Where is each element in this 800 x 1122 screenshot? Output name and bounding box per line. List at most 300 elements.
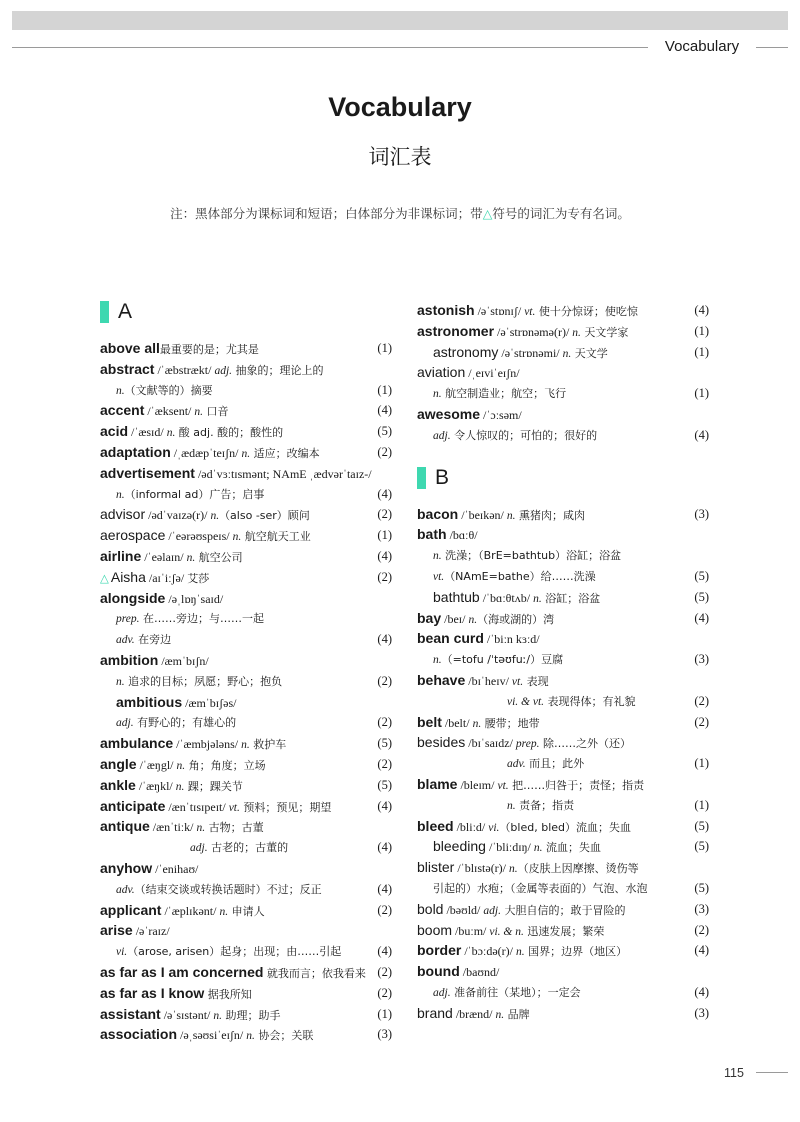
entry-list-b xyxy=(417,504,709,1024)
part-of-speech: n. xyxy=(116,384,125,397)
headword: besides xyxy=(417,734,466,751)
phonetic: /belt/ xyxy=(441,715,473,730)
section-marker-bar xyxy=(417,467,426,489)
phonetic: /æmˈbɪʃəs/ xyxy=(182,695,237,710)
headword: anyhow xyxy=(100,859,153,876)
headword: aviation xyxy=(417,364,466,381)
entry-line xyxy=(100,1004,392,1025)
definition: 责备；指责 xyxy=(515,798,575,812)
phonetic: /əˈstrɒnəmi/ xyxy=(498,345,563,360)
headword: ambulance xyxy=(100,735,174,752)
part-of-speech: n. xyxy=(175,780,185,793)
phonetic: /əˌlɒŋˈsaɪd/ xyxy=(165,591,224,606)
headword: as far as I am concerned xyxy=(100,963,264,980)
entry-line xyxy=(100,816,392,837)
right-column xyxy=(417,300,709,1024)
entry-line xyxy=(100,858,392,879)
unit-number: (1) xyxy=(694,797,709,812)
unit-number: (2) xyxy=(377,569,392,584)
definition: 追求的目标；夙愿；野心；抱负 xyxy=(124,674,283,688)
phonetic: /əˈsɪstənt/ xyxy=(160,1007,214,1022)
unit-number: (5) xyxy=(377,777,392,792)
entry-line xyxy=(100,712,392,733)
entry-line xyxy=(100,546,392,567)
headword: bound xyxy=(417,963,460,980)
part-of-speech: n. xyxy=(166,427,176,440)
part-of-speech: n. xyxy=(241,447,251,460)
phonetic: /ədˈvaɪzə(r)/ xyxy=(145,508,211,523)
entry-line xyxy=(100,525,392,546)
headword: bean curd xyxy=(417,630,484,647)
part-of-speech: n. xyxy=(116,488,125,501)
phonetic: /ˈæsɪd/ xyxy=(128,425,167,440)
entry-line xyxy=(100,837,392,858)
headword: bacon xyxy=(417,505,459,522)
unit-number: (4) xyxy=(694,943,709,958)
entry-line xyxy=(417,899,709,920)
definition: 有野心的；有雄心的 xyxy=(133,716,237,730)
part-of-speech: vi. xyxy=(488,821,500,834)
entry-line xyxy=(100,484,392,505)
entry-line xyxy=(100,754,392,775)
headword: astronomy xyxy=(433,343,499,360)
entry-line xyxy=(417,300,709,321)
headword: Aisha xyxy=(110,568,146,585)
entry-line xyxy=(417,732,709,753)
part-of-speech: n. xyxy=(468,613,478,626)
part-of-speech: n. xyxy=(533,592,542,605)
phonetic: /ˈɔːsəm/ xyxy=(480,407,522,422)
definition: 天文学 xyxy=(571,346,608,360)
phonetic: /əˈraɪz/ xyxy=(132,924,170,939)
phonetic: /ədˈvɜːtɪsmənt; NAmE ˌædvərˈtaɪz-/ xyxy=(194,466,372,481)
definition: （NAmE=bathe）给……洗澡 xyxy=(444,569,596,583)
definition: 航空制造业；航空；飞行 xyxy=(441,387,567,401)
entry-line xyxy=(100,671,392,692)
headword: abstract xyxy=(100,360,155,377)
unit-number: (4) xyxy=(377,840,392,855)
entry-line xyxy=(417,504,709,525)
left-column xyxy=(100,300,392,1045)
phonetic: /beɪ/ xyxy=(441,611,469,626)
definition: 踝；踝关节 xyxy=(184,779,243,793)
unit-number: (2) xyxy=(377,673,392,688)
definition: 洗澡；（BrE=bathtub）浴缸；浴盆 xyxy=(441,549,622,563)
entry-line xyxy=(417,342,709,363)
entry-line xyxy=(100,608,392,629)
unit-number: (2) xyxy=(377,715,392,730)
section-letter: B xyxy=(435,465,450,489)
phonetic: /baʊnd/ xyxy=(459,965,500,980)
headword: adaptation xyxy=(100,443,171,460)
part-of-speech: adj. xyxy=(116,717,134,730)
part-of-speech: prep. xyxy=(515,738,540,751)
unit-number: (2) xyxy=(694,714,709,729)
headword: accent xyxy=(100,402,145,419)
entry-line xyxy=(100,400,392,421)
part-of-speech: vi. & vt. xyxy=(507,695,545,708)
part-of-speech: adv. xyxy=(116,883,135,896)
proper-noun-triangle-icon: △ xyxy=(100,570,109,585)
unit-number: (1) xyxy=(377,341,392,355)
unit-number: (2) xyxy=(377,444,392,459)
phonetic: /ˈæŋgl/ xyxy=(136,757,177,772)
entry-line xyxy=(417,857,709,878)
unit-number: (4) xyxy=(694,610,709,625)
definition: 大胆自信的；敢于冒险的 xyxy=(500,903,626,917)
part-of-speech: vi. & n. xyxy=(489,925,524,938)
entry-line xyxy=(417,321,709,342)
entry-line xyxy=(100,588,392,609)
entry-line xyxy=(417,836,709,857)
definition: 适应；改编本 xyxy=(250,446,320,460)
headword: as far as I know xyxy=(100,984,205,1001)
entry-line xyxy=(417,795,709,816)
headword: bleed xyxy=(417,817,454,834)
unit-number: (5) xyxy=(694,818,709,833)
unit-number: (2) xyxy=(377,902,392,917)
definition: （arose, arisen）起身；出现；由……引起 xyxy=(127,945,342,959)
unit-number: (5) xyxy=(694,589,709,604)
definition: 口音 xyxy=(202,405,229,419)
unit-number: (3) xyxy=(694,1005,709,1020)
entry-line xyxy=(100,879,392,900)
headword: above all xyxy=(100,340,160,356)
entry-line xyxy=(417,587,709,608)
section-head-b xyxy=(417,466,709,490)
part-of-speech: vt. xyxy=(228,801,240,814)
part-of-speech: vt. xyxy=(433,570,445,583)
part-of-speech: n. xyxy=(196,822,206,835)
entry-line xyxy=(417,691,709,712)
phonetic: /ˈæksent/ xyxy=(144,404,195,419)
definition: 申请人 xyxy=(228,904,265,918)
unit-number: (1) xyxy=(694,386,709,401)
phonetic: /brænd/ xyxy=(452,1006,496,1021)
entry-line xyxy=(100,983,392,1004)
entry-line xyxy=(100,775,392,796)
definition: 航空公司 xyxy=(195,550,243,564)
unit-number: (4) xyxy=(377,944,392,959)
unit-number: (1) xyxy=(377,1006,392,1021)
definition: 表现得体；有礼貌 xyxy=(544,694,636,708)
section-marker-bar xyxy=(100,301,109,323)
phonetic: /ˈbliːdɪŋ/ xyxy=(485,840,534,855)
definition: 助理；助手 xyxy=(222,1008,281,1022)
headword: acid xyxy=(100,423,129,440)
part-of-speech: adj. xyxy=(190,842,208,855)
definition: 古物；古董 xyxy=(205,821,264,835)
part-of-speech: n. xyxy=(533,842,543,855)
unit-number: (5) xyxy=(694,839,709,854)
unit-number: (3) xyxy=(377,1027,392,1042)
headword: association xyxy=(100,1026,178,1043)
unit-number: (2) xyxy=(377,964,392,979)
definition: 在旁边 xyxy=(134,633,172,647)
phonetic: /bəʊld/ xyxy=(443,902,484,917)
phonetic: /æmˈbɪʃn/ xyxy=(158,653,209,668)
headword: anticipate xyxy=(100,797,166,814)
definition: （=tofu /ˈtəʊfuː/）豆腐 xyxy=(441,653,564,667)
part-of-speech: n. xyxy=(515,946,525,959)
definition: （bled, bled）流血；失血 xyxy=(499,820,632,834)
unit-number: (5) xyxy=(694,880,709,895)
headword: blister xyxy=(417,859,455,876)
entry-line xyxy=(100,463,392,484)
page-subtitle: 词汇表 xyxy=(368,145,432,169)
definition: （皮肤上因摩擦、烫伤等 xyxy=(517,862,639,876)
phonetic: /bɑːθ/ xyxy=(446,528,478,543)
phonetic: /ˌeɪviˈeɪʃn/ xyxy=(465,366,520,381)
part-of-speech: n. xyxy=(241,739,250,752)
definition: 古老的；古董的 xyxy=(207,841,289,855)
headword: astonish xyxy=(417,302,475,318)
entry-line xyxy=(417,404,709,425)
definition: 天文学家 xyxy=(580,325,629,339)
unit-number: (4) xyxy=(694,427,709,442)
entry-line xyxy=(417,362,709,383)
part-of-speech: n. xyxy=(433,550,442,563)
unit-number: (4) xyxy=(377,548,392,563)
entry-line xyxy=(100,504,392,525)
definition: 酸 adj. 酸的；酸性的 xyxy=(175,426,284,440)
part-of-speech: adv. xyxy=(116,634,135,647)
phonetic: /əˈstɒnɪʃ/ xyxy=(474,304,525,318)
triangle-icon: △ xyxy=(482,206,493,221)
entry-line xyxy=(417,712,709,733)
note-text-after: 符号的词汇为专有名词。 xyxy=(492,206,630,221)
part-of-speech: adv. xyxy=(507,758,526,771)
entry-line xyxy=(100,733,392,754)
entry-line xyxy=(417,425,709,446)
entry-line xyxy=(100,338,392,359)
part-of-speech: n. xyxy=(210,510,220,523)
unit-number: (2) xyxy=(694,693,709,708)
phonetic: /bliːd/ xyxy=(453,819,489,834)
phonetic: /ˈbɔːdə(r)/ xyxy=(461,944,516,959)
page-number: 115 xyxy=(724,1066,744,1080)
section-letter: A xyxy=(118,300,133,323)
entry-line xyxy=(417,383,709,404)
phonetic: /əˈstrɒnəmə(r)/ xyxy=(494,324,573,339)
phonetic: /ˈblɪstə(r)/ xyxy=(454,861,510,876)
entry-line xyxy=(100,359,392,380)
section-head-a xyxy=(100,300,392,324)
part-of-speech: vt. xyxy=(511,675,524,688)
definition: 预料；预见；期望 xyxy=(239,800,332,814)
entry-line xyxy=(417,628,709,649)
entry-line xyxy=(417,774,709,795)
part-of-speech: n. xyxy=(562,347,572,360)
phonetic: /bɪˈheɪv/ xyxy=(465,673,512,688)
entry-line xyxy=(417,566,709,587)
headword: ambition xyxy=(100,651,159,668)
headword: advertisement xyxy=(100,464,195,481)
phonetic: /ænˈtiːk/ xyxy=(149,820,197,835)
headword: bay xyxy=(417,609,442,626)
definition: 在……旁边；与……一起 xyxy=(139,612,265,626)
part-of-speech: vt. xyxy=(497,779,509,792)
part-of-speech: adj. xyxy=(433,986,451,999)
entry-line xyxy=(417,670,709,691)
definition: （文献等的）摘要 xyxy=(124,383,213,397)
unit-number: (2) xyxy=(694,922,709,937)
unit-number: (5) xyxy=(377,424,392,439)
part-of-speech: vt. xyxy=(524,306,536,318)
entry-line xyxy=(417,545,709,566)
headword: advisor xyxy=(100,506,146,523)
unit-number: (2) xyxy=(377,985,392,1000)
definition: 浴缸；浴盆 xyxy=(541,591,601,605)
entry-line xyxy=(100,650,392,671)
definition: 使十分惊讶；使吃惊 xyxy=(535,305,638,318)
part-of-speech: n. xyxy=(232,531,242,544)
unit-number: (3) xyxy=(694,506,709,521)
unit-number: (4) xyxy=(694,303,709,317)
entry-line xyxy=(417,524,709,545)
headword: blame xyxy=(417,775,458,792)
headword: airline xyxy=(100,547,142,564)
header-rule-right xyxy=(756,47,788,48)
headword: border xyxy=(417,942,462,959)
definition: 就我而言；依我看来 xyxy=(263,966,366,980)
part-of-speech: n. xyxy=(219,905,229,918)
part-of-speech: adj. xyxy=(483,904,501,917)
entry-line xyxy=(100,629,392,650)
definition: 航空航天工业 xyxy=(241,530,311,544)
definition: 最重要的是；尤其是 xyxy=(159,343,259,356)
headword: astronomer xyxy=(417,322,495,339)
part-of-speech: vi. xyxy=(116,946,128,959)
definition: 准备前往（某地）；一定会 xyxy=(450,985,581,999)
definition: （also -ser）顾问 xyxy=(219,509,310,523)
entry-line xyxy=(417,920,709,941)
unit-number: (2) xyxy=(377,507,392,522)
entry-line xyxy=(417,608,709,629)
part-of-speech: n. xyxy=(213,1009,222,1022)
entry-line xyxy=(417,1003,709,1024)
part-of-speech: n. xyxy=(194,406,203,419)
headword: brand xyxy=(417,1004,453,1021)
unit-number: (1) xyxy=(694,344,709,359)
entry-line xyxy=(100,900,392,921)
definition: 据我所知 xyxy=(204,987,252,1001)
headword: bathtub xyxy=(433,588,480,605)
entry-line xyxy=(417,878,709,899)
phonetic: /aɪˈiːʃə/ xyxy=(145,570,188,585)
headword: applicant xyxy=(100,901,162,918)
phonetic: /ˈeərəʊspeɪs/ xyxy=(165,529,233,544)
definition: 艾莎 xyxy=(187,571,210,585)
phonetic: /ˈbeɪkən/ xyxy=(458,507,507,522)
unit-number: (3) xyxy=(694,901,709,916)
part-of-speech: adj. xyxy=(433,429,451,442)
entry-line xyxy=(100,692,392,713)
headword: assistant xyxy=(100,1005,161,1022)
phonetic: /ˈæplɪkənt/ xyxy=(161,903,220,918)
page-title: Vocabulary xyxy=(328,92,472,122)
phonetic: /ˈæmbjələns/ xyxy=(173,737,242,752)
phonetic: /ˈbiːn kɜːd/ xyxy=(483,632,540,647)
entry-line xyxy=(100,421,392,442)
headword: alongside xyxy=(100,589,166,606)
phonetic: /ˈæbstrækt/ xyxy=(154,362,215,377)
part-of-speech: n. xyxy=(509,863,518,876)
phonetic: /ˈeəlaɪn/ xyxy=(141,549,187,564)
definition: 腰带；地带 xyxy=(481,716,540,730)
headword: bath xyxy=(417,526,447,543)
part-of-speech: n. xyxy=(116,675,125,688)
phonetic: /ˈæŋkl/ xyxy=(135,778,176,793)
headword: bold xyxy=(417,900,444,917)
definition: 角；角度；立场 xyxy=(185,758,266,772)
headword: aerospace xyxy=(100,527,166,544)
definition: 救护车 xyxy=(249,738,287,752)
part-of-speech: n. xyxy=(246,1030,255,1043)
entry-list-a xyxy=(100,338,392,1045)
entry-line xyxy=(417,816,709,837)
unit-number: (4) xyxy=(377,881,392,896)
definition: 除……之外（还） xyxy=(539,737,631,751)
part-of-speech: n. xyxy=(572,326,581,339)
entry-line xyxy=(100,380,392,401)
part-of-speech: n. xyxy=(433,388,442,401)
entry-list-a-continued xyxy=(417,300,709,446)
phonetic: /ˌædæpˈteɪʃn/ xyxy=(170,445,242,460)
phonetic: /buːm/ xyxy=(452,923,490,938)
definition: 品牌 xyxy=(504,1007,530,1021)
definition: 国界；边界（地区） xyxy=(524,945,628,959)
headword: ambitious xyxy=(116,693,183,710)
definition: 流血；失血 xyxy=(542,841,601,855)
unit-number: (5) xyxy=(377,736,392,751)
entry-line xyxy=(417,961,709,982)
unit-number: (3) xyxy=(694,652,709,667)
note-text-before: 注：黑体部分为课标词和短语；白体部分为非课标词；带 xyxy=(170,206,483,221)
phonetic: /əˌsəʊsiˈeɪʃn/ xyxy=(177,1028,247,1043)
running-header: Vocabulary xyxy=(664,38,740,55)
entry-line xyxy=(417,982,709,1003)
unit-number: (1) xyxy=(377,382,392,397)
definition: （海或湖的）湾 xyxy=(477,612,555,626)
headword: arise xyxy=(100,922,133,939)
headword: angle xyxy=(100,755,137,772)
entry-line xyxy=(100,962,392,983)
unit-number: (2) xyxy=(377,756,392,771)
unit-number: (1) xyxy=(377,528,392,543)
definition: 熏猪肉；咸肉 xyxy=(515,508,586,522)
unit-number: (5) xyxy=(694,568,709,583)
unit-number: (4) xyxy=(377,798,392,813)
entry-line xyxy=(100,1024,392,1045)
headword: behave xyxy=(417,671,466,688)
phonetic: /ænˈtɪsɪpeɪt/ xyxy=(165,799,229,814)
footer-rule xyxy=(756,1072,788,1073)
headword: ankle xyxy=(100,776,136,793)
definition: （结束交谈或转换话题时）不过；反正 xyxy=(134,882,322,896)
definition: （informal ad）广告；启事 xyxy=(124,487,265,501)
phonetic: /ˈenihaʊ/ xyxy=(152,861,199,876)
unit-number: (4) xyxy=(377,403,392,418)
headword: belt xyxy=(417,713,442,730)
phonetic: /ˈbɑːθtʌb/ xyxy=(479,590,534,605)
header-rule-left xyxy=(12,47,648,48)
entry-line xyxy=(100,796,392,817)
headword: boom xyxy=(417,921,453,938)
part-of-speech: n. xyxy=(176,759,186,772)
phonetic: /bleɪm/ xyxy=(457,777,498,792)
unit-number: (4) xyxy=(377,486,392,501)
